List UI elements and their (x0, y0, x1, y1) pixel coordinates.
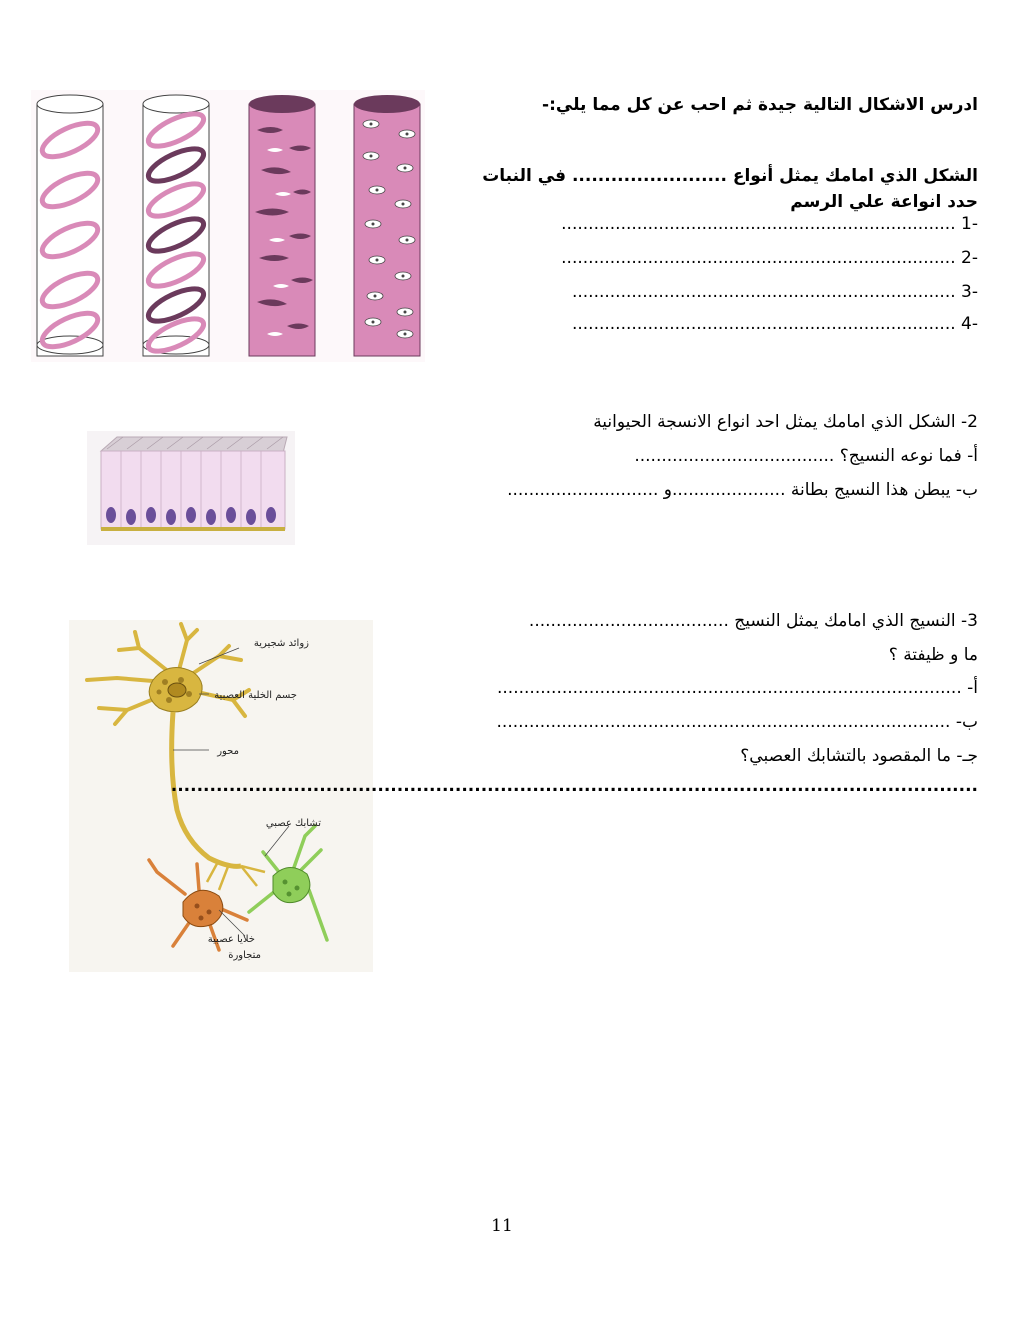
question-3b: ب- .................................................................................... (496, 712, 978, 732)
label-cell-body: جسم الخلية العصبية (214, 690, 297, 701)
question-1: الشكل الذي امامك يمثل أنواع ........................ في النبات (482, 166, 978, 186)
answer-line-4: -4 ....................................................................... (571, 314, 978, 334)
pitted-vessel (354, 95, 420, 356)
page-number: 11 (491, 1216, 513, 1236)
answer-line-1: -1 ......................................................................... (561, 214, 978, 234)
intro-heading: ادرس الاشكال التالية جيدة ثم احب عن كل مما يلي:- (542, 95, 978, 115)
question-3c: جـ- ما المقصود بالتشابك العصبي؟ (740, 746, 978, 766)
label-dendrites: زوائد شجيرية (253, 638, 309, 649)
question-3-function: ما و ظيفتة ؟ (888, 645, 978, 665)
question-1-sub: حدد انواعة علي الرسم (790, 192, 978, 212)
question-3: 3- النسيج الذي امامك يمثل النسيج ..................................... (528, 611, 978, 631)
label-neighbors-2: متجاورة (228, 950, 261, 961)
question-3a: أ- ...................................................................................... (497, 678, 978, 698)
xylem-vessels-figure (31, 90, 425, 362)
reticulate-vessel (249, 95, 315, 356)
question-2b: ب- يبطن هذا النسيج بطانة .....................و ............................ (507, 480, 978, 500)
epithelium-figure (87, 431, 295, 545)
spiral-vessel (143, 95, 209, 358)
question-2: 2- الشكل الذي امامك يمثل احد انواع الانسجة الحيوانية (593, 412, 978, 432)
label-neighbors-1: خلايا عصبية (207, 934, 255, 945)
label-axon: محور (217, 746, 239, 757)
label-synapse: تشابك عصبي (265, 818, 321, 829)
question-3c-answer-line: ............................................................................................................................. (170, 776, 978, 796)
annular-vessel (37, 95, 103, 356)
neuron-figure (69, 620, 373, 972)
answer-line-2: -2 ......................................................................... (561, 248, 978, 268)
question-2a: أ- فما نوعه النسيج؟ ..................................... (634, 446, 978, 466)
answer-line-3: -3 ....................................................................... (571, 282, 978, 302)
